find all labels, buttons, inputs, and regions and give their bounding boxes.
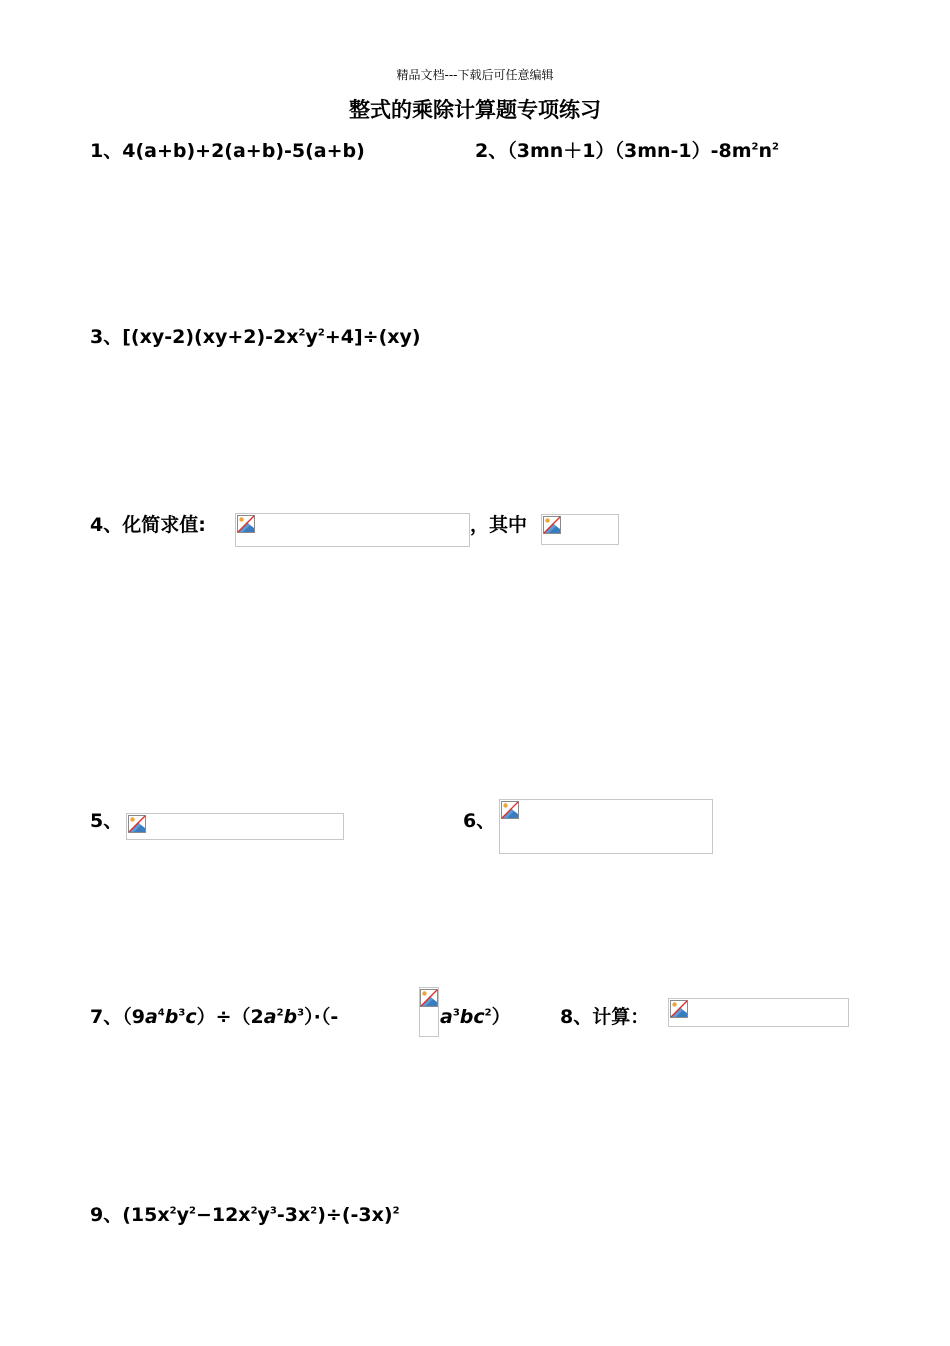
variable-c: c bbox=[185, 1006, 197, 1028]
problem-5-text: 5、 bbox=[90, 810, 123, 832]
variable: n bbox=[758, 140, 773, 162]
problem-7-fraction-image bbox=[419, 987, 439, 1037]
problem-8-text: 8、计算： bbox=[560, 1006, 650, 1028]
closing-paren: ） bbox=[491, 1006, 511, 1028]
problem-1 bbox=[90, 136, 365, 163]
variable: y bbox=[176, 1204, 189, 1226]
variable-a: a bbox=[263, 1006, 277, 1028]
problem-7 bbox=[90, 1002, 338, 1029]
operator-text: ）·（- bbox=[304, 1006, 339, 1028]
variable-bc: bc bbox=[459, 1006, 485, 1028]
problem-3-text: 3、[(xy-2)(xy+2)-2x bbox=[90, 326, 299, 348]
problem-9-text: 9、(15x bbox=[90, 1204, 170, 1226]
exponent: 2 bbox=[317, 327, 325, 339]
variable: y bbox=[257, 1204, 270, 1226]
variable: y bbox=[305, 326, 318, 348]
problem-8-label bbox=[560, 1002, 649, 1029]
term: −12x bbox=[195, 1204, 251, 1226]
problem-4-condition-label bbox=[470, 510, 527, 537]
problem-7-text: 7、（9 bbox=[90, 1006, 145, 1028]
variable-b: b bbox=[283, 1006, 298, 1028]
exponent: 2 bbox=[250, 1205, 258, 1217]
broken-image-icon bbox=[670, 1000, 688, 1018]
problem-3-text-end: +4]÷(xy) bbox=[324, 326, 421, 348]
page-title: 整式的乘除计算题专项练习 bbox=[349, 98, 601, 122]
broken-image-icon bbox=[237, 515, 255, 533]
broken-image-icon bbox=[543, 516, 561, 534]
broken-image-icon bbox=[420, 989, 438, 1007]
term: -3x bbox=[276, 1204, 311, 1226]
broken-image-icon bbox=[501, 801, 519, 819]
variable-a: a bbox=[144, 1006, 158, 1028]
exponent: 3 bbox=[178, 1007, 186, 1019]
broken-image-icon bbox=[128, 815, 146, 833]
problem-4-condition-text: ，其中 bbox=[470, 514, 528, 536]
operator-text: ）÷（2 bbox=[196, 1006, 264, 1028]
problem-8-image bbox=[668, 998, 849, 1027]
problem-1-text: 1、4(a+b)+2(a+b)-5(a+b) bbox=[90, 140, 365, 162]
variable-a: a bbox=[440, 1006, 453, 1028]
exponent: 4 bbox=[157, 1007, 165, 1019]
problem-5-label bbox=[90, 806, 122, 833]
exponent: 2 bbox=[169, 1205, 177, 1217]
exponent: 2 bbox=[298, 327, 306, 339]
exponent: 2 bbox=[276, 1007, 284, 1019]
problem-4-text: 4、化简求值: bbox=[90, 514, 206, 536]
exponent: 3 bbox=[297, 1007, 305, 1019]
page-header: 精品文档---下载后可任意编辑 bbox=[396, 68, 554, 82]
exponent: 3 bbox=[452, 1007, 460, 1019]
variable-b: b bbox=[164, 1006, 179, 1028]
exponent: 2 bbox=[772, 141, 780, 153]
exponent: 3 bbox=[269, 1205, 277, 1217]
problem-7-end bbox=[440, 1002, 511, 1029]
problem-4-label bbox=[90, 510, 206, 537]
problem-5-image bbox=[126, 813, 344, 840]
exponent: 2 bbox=[484, 1007, 492, 1019]
problem-4-condition-image bbox=[541, 514, 619, 545]
problem-3 bbox=[90, 322, 421, 349]
problem-9 bbox=[90, 1200, 400, 1227]
problem-2-text: 2、（3mn＋1）（3mn-1）-8m bbox=[475, 140, 752, 162]
exponent: 2 bbox=[392, 1205, 400, 1217]
problem-6-label bbox=[463, 806, 495, 833]
problem-6-text: 6、 bbox=[463, 810, 496, 832]
exponent: 2 bbox=[751, 141, 759, 153]
problem-2 bbox=[475, 136, 779, 163]
exponent: 2 bbox=[310, 1205, 318, 1217]
problem-4-expression-image bbox=[235, 513, 470, 547]
term: )÷(-3x) bbox=[317, 1204, 393, 1226]
problem-6-image bbox=[499, 799, 713, 854]
exponent: 2 bbox=[188, 1205, 196, 1217]
